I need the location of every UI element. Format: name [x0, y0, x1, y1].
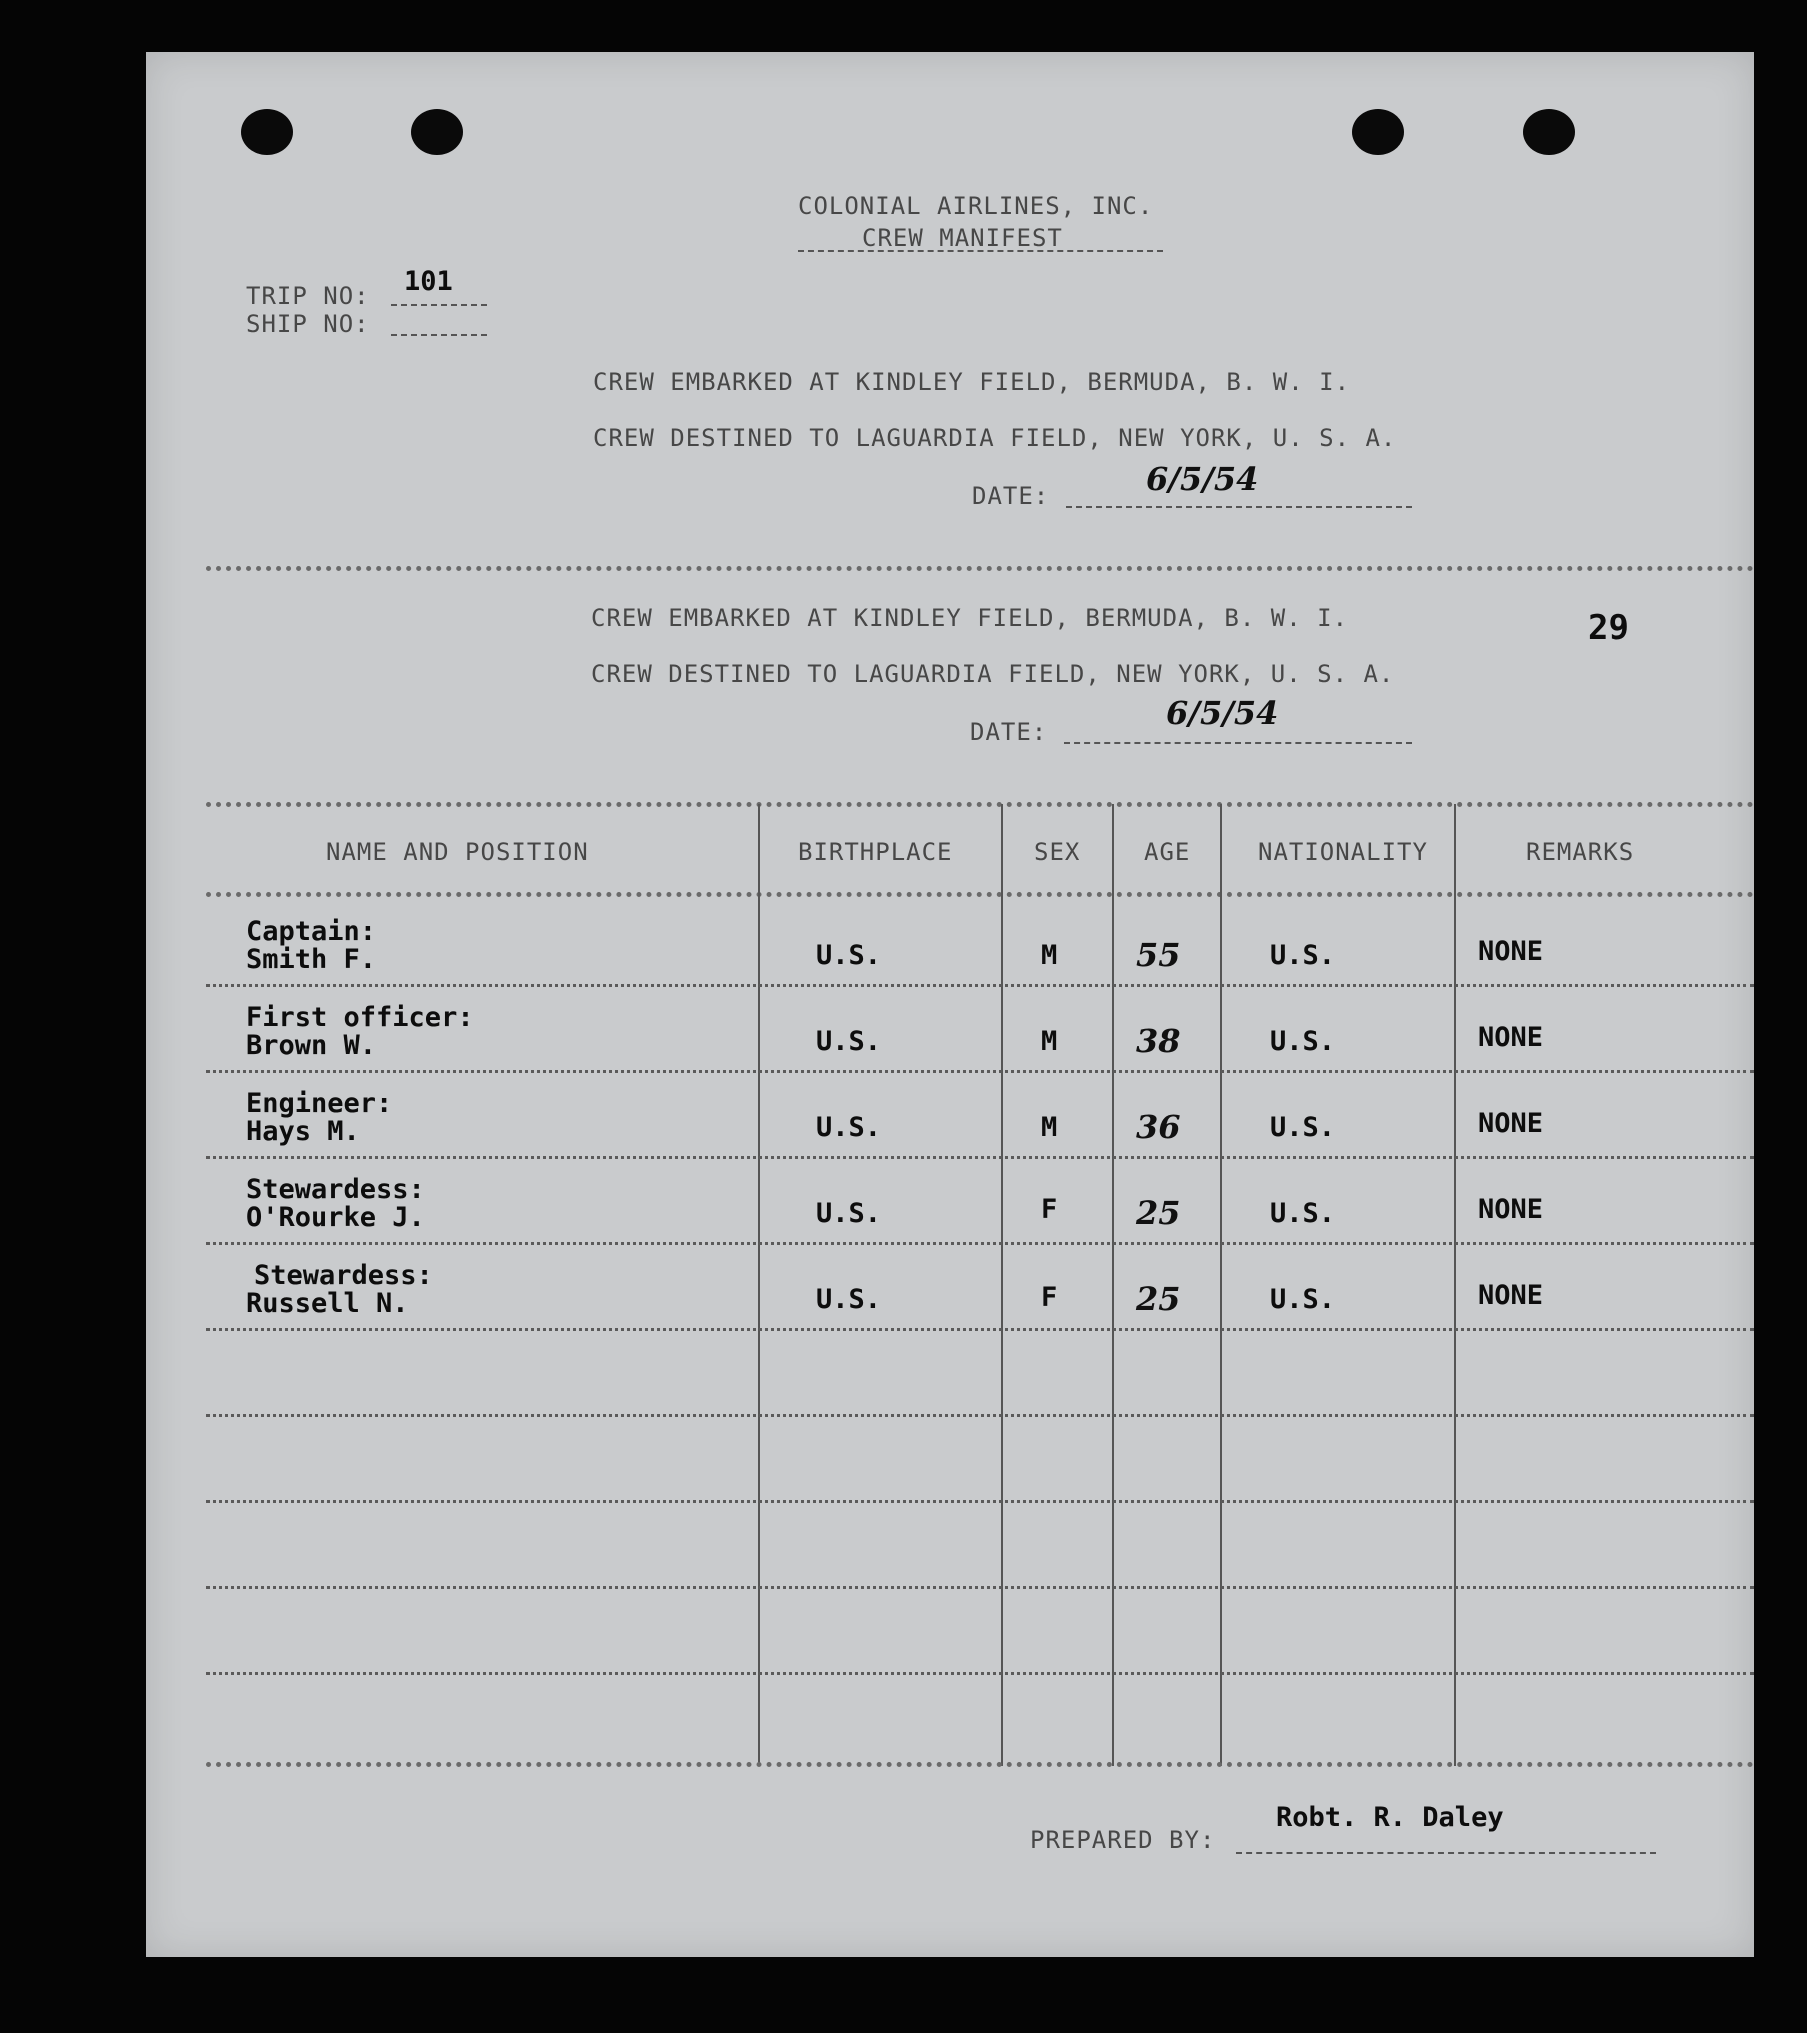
- crew-nationality: U.S.: [1270, 1112, 1336, 1143]
- col-header-remarks: REMARKS: [1526, 838, 1635, 866]
- crew-sex: M: [1041, 1026, 1058, 1057]
- table-bottom-rule: [206, 1762, 1754, 1767]
- date-label: DATE:: [970, 718, 1048, 746]
- ship-label: SHIP NO:: [246, 310, 370, 338]
- crew-sex: M: [1041, 940, 1058, 971]
- crew-age: 55: [1136, 936, 1181, 974]
- column-divider: [1454, 804, 1456, 1766]
- crew-birthplace: U.S.: [816, 1198, 882, 1229]
- embarked-line: CREW EMBARKED AT KINDLEY FIELD, BERMUDA, B. W. I.: [593, 368, 1351, 396]
- prepared-by-underline: [1236, 1852, 1656, 1854]
- form-title: CREW MANIFEST: [862, 224, 1063, 252]
- crew-name: Hays M.: [246, 1116, 360, 1147]
- punch-hole: [411, 109, 463, 155]
- punch-hole: [241, 109, 293, 155]
- trip-number: 101: [404, 266, 453, 297]
- date-underline: [1064, 742, 1412, 744]
- col-header-birthplace: BIRTHPLACE: [798, 838, 953, 866]
- crew-birthplace: U.S.: [816, 1112, 882, 1143]
- ship-underline: [391, 334, 487, 336]
- col-header-age: AGE: [1144, 838, 1191, 866]
- punch-hole: [1523, 109, 1575, 155]
- column-divider: [1001, 804, 1003, 1766]
- crew-remarks: NONE: [1478, 936, 1544, 967]
- crew-name: Russell N.: [246, 1288, 409, 1319]
- page-number: 29: [1588, 608, 1629, 648]
- punch-hole: [1352, 109, 1404, 155]
- manifest-sheet: [146, 52, 1754, 1957]
- crew-age: 38: [1136, 1022, 1181, 1060]
- crew-sex: F: [1041, 1282, 1058, 1313]
- row-rule: [206, 1672, 1754, 1675]
- date-value: 6/5/54: [1166, 694, 1279, 732]
- row-rule: [206, 1242, 1754, 1245]
- crew-birthplace: U.S.: [816, 1284, 882, 1315]
- destined-line: CREW DESTINED TO LAGUARDIA FIELD, NEW YORK, U. S. A.: [591, 660, 1395, 688]
- col-header-nationality: NATIONALITY: [1258, 838, 1428, 866]
- crew-position: Stewardess:: [254, 1260, 433, 1291]
- embarked-line: CREW EMBARKED AT KINDLEY FIELD, BERMUDA, B. W. I.: [591, 604, 1349, 632]
- crew-nationality: U.S.: [1270, 1284, 1336, 1315]
- column-divider: [1220, 804, 1222, 1766]
- crew-position: Captain:: [246, 916, 377, 947]
- row-rule: [206, 1500, 1754, 1503]
- crew-name: Brown W.: [246, 1030, 377, 1061]
- crew-nationality: U.S.: [1270, 1026, 1336, 1057]
- crew-birthplace: U.S.: [816, 1026, 882, 1057]
- crew-age: 25: [1136, 1194, 1181, 1232]
- prepared-by-value: Robt. R. Daley: [1276, 1802, 1504, 1833]
- crew-remarks: NONE: [1478, 1108, 1544, 1139]
- company-name: COLONIAL AIRLINES, INC.: [798, 192, 1154, 220]
- column-divider: [758, 804, 760, 1766]
- crew-remarks: NONE: [1478, 1022, 1544, 1053]
- row-rule: [206, 1156, 1754, 1159]
- column-divider: [1112, 804, 1114, 1766]
- crew-sex: M: [1041, 1112, 1058, 1143]
- date-label: DATE:: [972, 482, 1050, 510]
- col-header-name: NAME AND POSITION: [326, 838, 589, 866]
- col-header-sex: SEX: [1034, 838, 1081, 866]
- crew-age: 25: [1136, 1280, 1181, 1318]
- crew-nationality: U.S.: [1270, 940, 1336, 971]
- crew-remarks: NONE: [1478, 1280, 1544, 1311]
- crew-birthplace: U.S.: [816, 940, 882, 971]
- crew-position: First officer:: [246, 1002, 474, 1033]
- crew-sex: F: [1041, 1194, 1058, 1225]
- date-underline: [1066, 506, 1412, 508]
- crew-position: Stewardess:: [246, 1174, 425, 1205]
- prepared-by-label: PREPARED BY:: [1030, 1826, 1216, 1854]
- date-value: 6/5/54: [1146, 460, 1259, 498]
- trip-label: TRIP NO:: [246, 282, 370, 310]
- table-top-rule: [206, 802, 1754, 807]
- crew-remarks: NONE: [1478, 1194, 1544, 1225]
- crew-name: Smith F.: [246, 944, 377, 975]
- section-divider: [206, 566, 1754, 571]
- row-rule: [206, 1328, 1754, 1331]
- header-bottom-rule: [206, 892, 1754, 897]
- title-underline: [798, 250, 1163, 252]
- crew-position: Engineer:: [246, 1088, 393, 1119]
- crew-name: O'Rourke J.: [246, 1202, 425, 1233]
- row-rule: [206, 1414, 1754, 1417]
- row-rule: [206, 984, 1754, 987]
- crew-age: 36: [1136, 1108, 1181, 1146]
- row-rule: [206, 1586, 1754, 1589]
- trip-underline: [391, 304, 487, 306]
- row-rule: [206, 1070, 1754, 1073]
- destined-line: CREW DESTINED TO LAGUARDIA FIELD, NEW YORK, U. S. A.: [593, 424, 1397, 452]
- crew-nationality: U.S.: [1270, 1198, 1336, 1229]
